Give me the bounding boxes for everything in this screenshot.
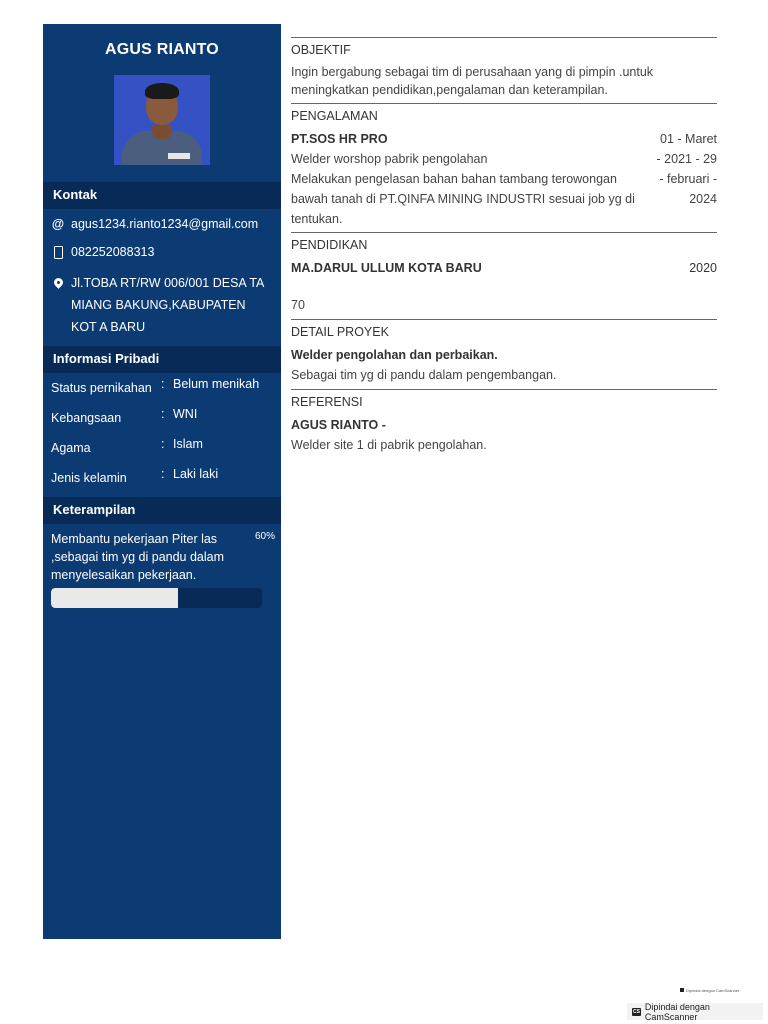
projects-title: DETAIL PROYEK [291,325,389,339]
info-separator: : [161,377,165,391]
address-text: Jl.TOBA RT/RW 006/001 DESA TA MIANG BAKUNG,KABUPATEN KOT A BARU [71,276,264,334]
reference-description: Welder site 1 di pabrik pengolahan. [291,438,487,452]
skill-progress-fill [51,588,178,608]
profile-photo [114,75,210,165]
info-label: Status pernikahan [51,381,152,395]
photo-hair [145,83,179,99]
info-label: Agama [51,441,91,455]
contact-email[interactable] [43,213,281,235]
education-score: 70 [291,298,305,312]
personal-info-section-title: Informasi Pribadi [43,346,281,373]
contact-phone[interactable] [43,241,281,266]
info-value: WNI [173,407,198,421]
info-separator: : [161,407,165,421]
projects-section [291,319,717,389]
info-row-religion [43,435,281,465]
experience-section [291,103,717,232]
experience-period: 01 - Maret - 2021 - 29 - februari - 2024 [656,132,717,206]
scanner-watermark-small [680,988,739,993]
main-content [291,37,717,455]
project-description: Sebagai tim yg di pandu dalam pengembangan. [291,368,557,382]
experience-description: Melakukan pengelasan bahan bahan tambang terowongan bawah tanah di PT.QINFA MINING INDUSTRI sesuai job yg di tentukan. [291,172,635,226]
info-value: Laki laki [173,467,219,481]
skills-section-title: Keterampilan [43,497,281,524]
scanner-watermark-text: Dipindai dengan CamScanner [644,1001,710,1022]
camscanner-logo-icon [680,988,684,992]
phone-text: 082252088313 [71,245,155,259]
info-value: Islam [173,437,203,451]
photo-neck [152,125,172,139]
info-label: Jenis kelamin [51,471,127,485]
experience-title: PENGALAMAN [291,109,378,123]
education-school: MA.DARUL ULLUM KOTA BARU [291,261,482,275]
education-title: PENDIDIKAN [291,238,368,252]
experience-company: PT.SOS HR PRO [291,132,388,146]
experience-item [291,129,717,232]
experience-role: Welder worshop pabrik pengolahan [291,152,488,166]
location-pin-icon [51,272,65,294]
info-value: Belum menikah [173,377,260,391]
scanner-watermark [627,1003,763,1020]
photo-name-tag [168,153,190,159]
personal-info-list [43,375,281,495]
info-separator: : [161,467,165,481]
skill-percent: 60% [254,531,275,542]
profile-name: AGUS RIANTO [105,41,219,58]
references-section [291,389,717,455]
info-row-marital-status [43,375,281,405]
contact-address [43,272,281,338]
objective-section [291,37,717,103]
education-year: 2020 [689,261,717,275]
skill-description: Membantu pekerjaan Piter las ,sebagai tim yg di pandu dalam menyelesaikan pekerjaan. [51,532,225,582]
info-label: Kebangsaan [51,411,122,425]
reference-name: AGUS RIANTO - [291,418,386,432]
skill-progress-bar [51,588,262,608]
info-row-nationality [43,405,281,435]
education-section [291,232,717,319]
info-separator: : [161,437,165,451]
phone-icon [51,241,65,266]
camscanner-logo-icon: CS [632,1008,640,1015]
at-icon: @ [51,217,65,231]
scanner-watermark-small-text: Dipindai dengan CamScanner [686,988,740,993]
contact-section-title: Kontak [43,182,281,209]
skill-item [43,524,281,608]
email-text: agus1234.rianto1234@gmail.com [71,217,259,231]
references-title: REFERENSI [291,395,363,409]
objective-title: OBJEKTIF [291,43,351,57]
education-item [291,258,717,278]
project-name: Welder pengolahan dan perbaikan. [291,348,498,362]
info-row-gender [43,465,281,495]
sidebar [43,24,281,939]
objective-text: Ingin bergabung sebagai tim di perusahaan yang di pimpin .untuk meningkatkan pendidikan,pengalaman dan keterampilan. [291,65,654,97]
